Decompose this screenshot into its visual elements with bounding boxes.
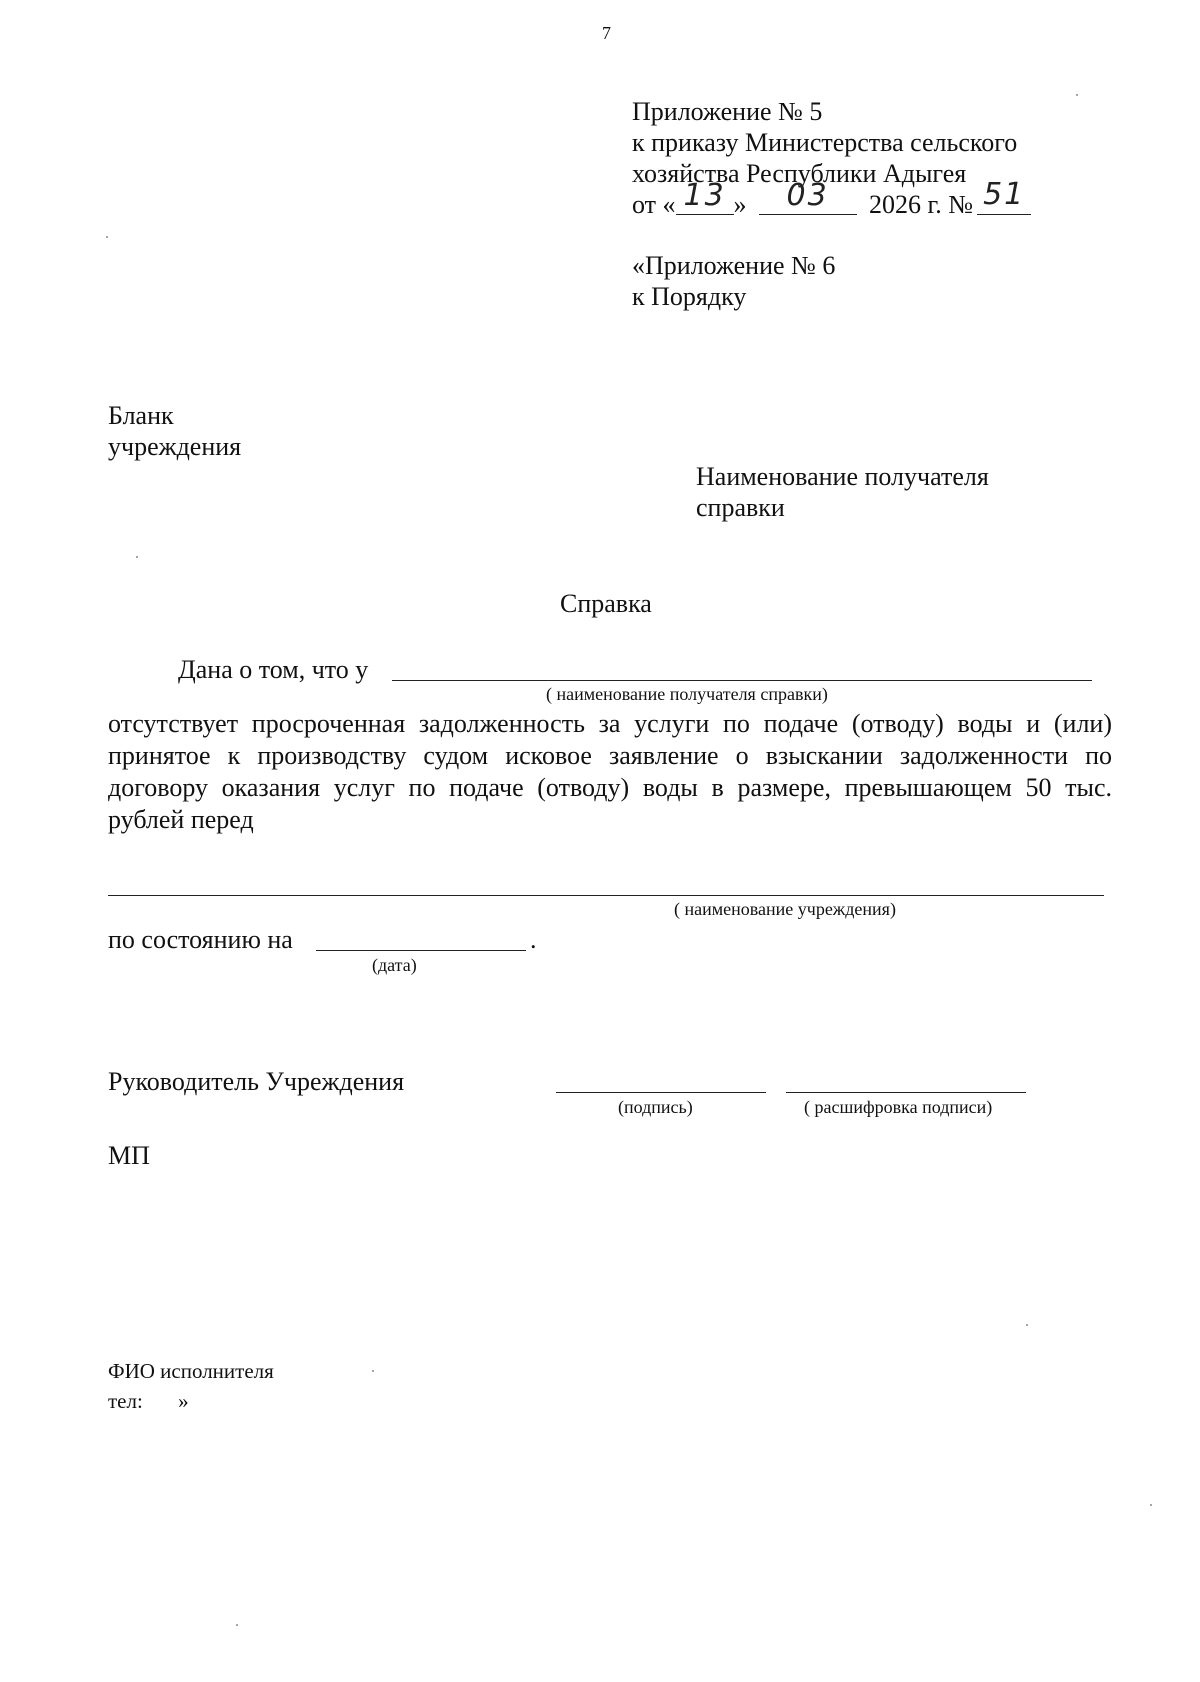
decode-caption: ( расшифровка подписи) bbox=[804, 1097, 993, 1117]
number-field bbox=[977, 177, 1031, 215]
executor-name-label: ФИО исполнителя bbox=[108, 1359, 274, 1383]
blank-line1: Бланк bbox=[108, 401, 174, 430]
annex-block bbox=[632, 250, 835, 312]
scan-speck bbox=[1076, 94, 1078, 96]
annex-order: к Порядку bbox=[632, 282, 747, 311]
appendix-title: Приложение № 5 bbox=[632, 97, 823, 126]
scan-speck bbox=[236, 1624, 238, 1626]
day-field bbox=[676, 178, 734, 215]
executor-phone-label: тел: bbox=[108, 1389, 143, 1413]
order-date-line bbox=[632, 177, 1072, 220]
head-label: Руководитель Учреждения bbox=[108, 1067, 405, 1096]
appendix-header bbox=[632, 96, 1072, 220]
signature-field bbox=[556, 1092, 766, 1093]
scan-speck bbox=[1026, 1324, 1028, 1326]
annex-title: «Приложение № 6 bbox=[632, 251, 836, 280]
handwritten-day: 13 bbox=[683, 178, 726, 213]
institution-caption: ( наименование учреждения) bbox=[674, 899, 896, 919]
year-number-text: 2026 г. № bbox=[869, 190, 974, 219]
appendix-ministry-line: хозяйства Республики Адыгея bbox=[632, 159, 967, 188]
letterhead-blank bbox=[108, 400, 241, 462]
closing-quote: » bbox=[178, 1389, 189, 1413]
recipient-line1: Наименование получателя bbox=[696, 462, 989, 491]
scan-speck bbox=[136, 556, 138, 558]
scan-speck bbox=[1150, 1504, 1152, 1506]
month-field bbox=[759, 178, 857, 215]
as-of-text: по состоянию на bbox=[108, 925, 293, 954]
date-caption: (дата) bbox=[372, 955, 417, 975]
institution-name-field bbox=[108, 895, 1104, 896]
document-title: Справка bbox=[560, 589, 652, 618]
executor-block bbox=[108, 1356, 274, 1416]
scan-speck bbox=[106, 236, 108, 238]
signature-decode-field bbox=[786, 1092, 1026, 1093]
date-mid: » bbox=[733, 190, 747, 219]
recipient-name-caption: ( наименование получателя справки) bbox=[546, 684, 828, 704]
recipient-name-field bbox=[392, 680, 1092, 681]
blank-line2: учреждения bbox=[108, 432, 242, 461]
recipient-line2: справки bbox=[696, 493, 785, 522]
date-prefix: от « bbox=[632, 190, 676, 219]
signature-caption: (подпись) bbox=[618, 1097, 693, 1117]
given-text: Дана о том, что у bbox=[178, 655, 369, 684]
appendix-order-line: к приказу Министерства сельского bbox=[632, 128, 1018, 157]
recipient-block bbox=[696, 461, 1056, 523]
handwritten-number: 51 bbox=[983, 177, 1026, 212]
date-field bbox=[316, 950, 526, 951]
as-of-dot: . bbox=[530, 925, 537, 954]
executor-phone-line bbox=[108, 1386, 274, 1416]
handwritten-month: 03 bbox=[786, 178, 829, 213]
seal-label: МП bbox=[108, 1141, 150, 1170]
body-paragraph: отсутствует просроченная задолженность за услуги по подаче (отводу) воды и (или) принятое к производству судом исковое заявление о взыскании задолженности по договору оказания услуг по подаче (отводу) воды в размере, превышающем 50 тыс. рублей перед bbox=[108, 709, 1112, 834]
page-number: 7 bbox=[602, 23, 611, 43]
scan-speck bbox=[372, 1370, 374, 1372]
